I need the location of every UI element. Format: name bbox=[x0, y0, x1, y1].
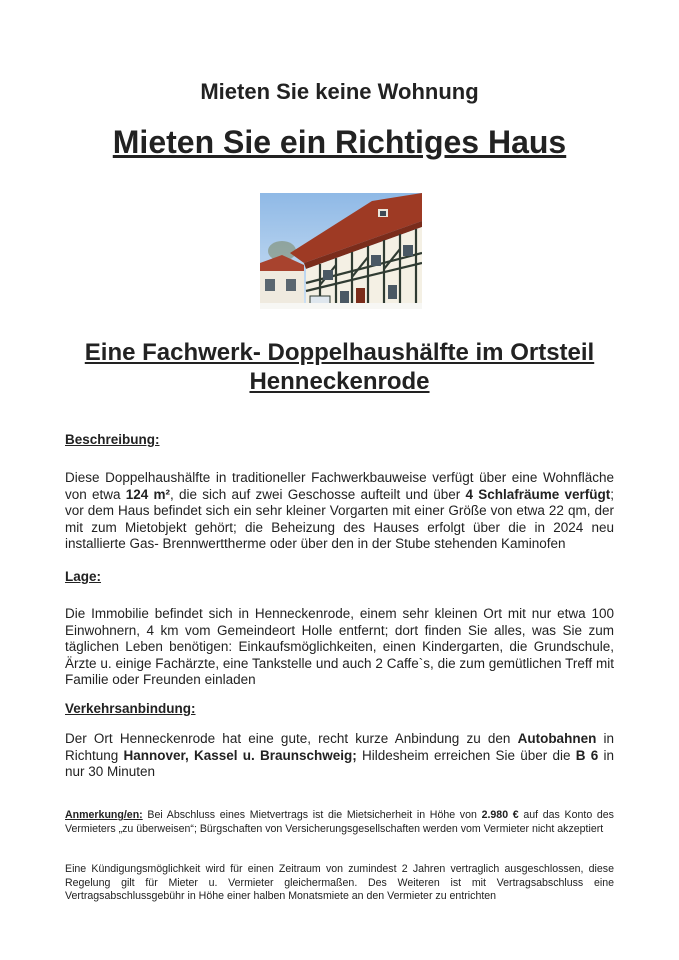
house-photo bbox=[260, 193, 422, 309]
main-title: Mieten Sie ein Richtiges Haus bbox=[112, 124, 567, 160]
beschreibung-text: Diese Doppelhaushälfte in traditioneller Fachwerkbauweise verfügt über eine Wohnfläche von etwa 124 m², die sich auf zwei Geschosse aufteilt und über 4 Schlafräume verfügt; vor dem Haus befindet sich ein sehr kleiner Vorgarten mit einer Größe von etwa 22 qm, der mit zum Mietobjekt gehört; die Beheizung des Hauses erfolgt über die in 2024 neu installierte Gas- Brennwerttherme oder über den in der Stube stehenden Kaminofen bbox=[65, 470, 615, 552]
listing-title: Eine Fachwerk- Doppelhaushälfte im Ortsteil Henneckenrode bbox=[84, 339, 595, 395]
deposit-amount: 2.980 € bbox=[481, 809, 519, 821]
section-heading-verkehrsanbindung: Verkehrsanbindung: bbox=[65, 701, 196, 716]
bedrooms: 4 Schlafräume verfügt bbox=[465, 486, 611, 502]
verkehr-text: Der Ort Henneckenrode hat eine gute, recht kurze Anbindung zu den Autobahnen in Richtung Hannover, Kassel u. Braunschweig; Hildesheim erreichen Sie über die B 6 in nur 30 Minuten bbox=[65, 731, 615, 780]
kuendigung-text: Eine Kündigungsmöglichkeit wird für einen Zeitraum von zumindest 2 Jahren vertraglich ausgeschlossen, diese Regelung gilt für Mieter u. Vermieter gleichermaßen. Des Weiteren ist mit Vertragsabschluss eine Vertragsabschlussgebühr in Höhe einer halben Monatsmiete an den Vermieter zu entrichten bbox=[65, 863, 614, 902]
section-heading-lage: Lage: bbox=[65, 569, 102, 584]
anmerkung-text: Anmerkung/en: Bei Abschluss eines Mietvertrags ist die Mietsicherheit in Höhe von 2.980 € auf das Konto des Vermieters „zu überweisen“; Bürgschaften von Versicherungsgesellschaften werden vom Vermieter nicht akzeptiert bbox=[65, 809, 614, 835]
lage-text: Die Immobilie befindet sich in Henneckenrode, einem sehr kleinen Ort mit nur etwa 100 Einwohnern, 4 km vom Gemeindeort Holle entfernt; dort finden Sie alles, was Sie zum täglichen Leben benötigen: Einkaufsmöglichkeiten, einen Kindergarten, die Grundschule, Ärzte u. einige Fachärzte, eine Tankstelle und auch 2 Caffe`s, die zum gemütlichen Treff mit Familie oder Freunden einladen bbox=[65, 606, 614, 688]
living-area: 124 m² bbox=[125, 486, 171, 502]
section-heading-beschreibung: Beschreibung: bbox=[65, 432, 160, 447]
pre-title: Mieten Sie keine Wohnung bbox=[200, 79, 479, 104]
anmerkung-label: Anmerkung/en: bbox=[65, 809, 143, 821]
